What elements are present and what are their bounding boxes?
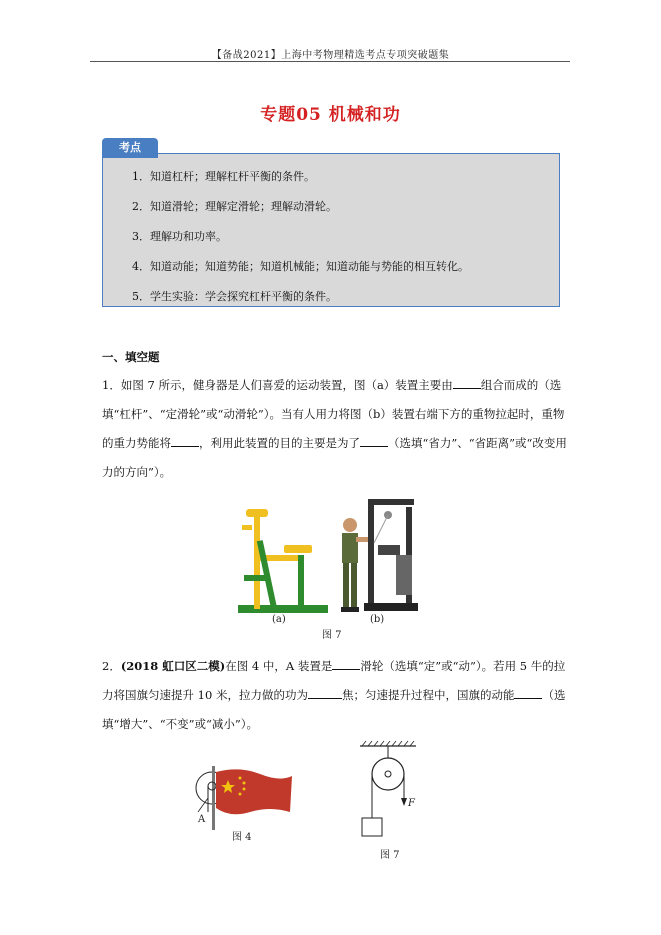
section-heading: 一、填空题 xyxy=(102,350,160,364)
figure-7-force-label: F xyxy=(408,798,415,809)
header-rule xyxy=(90,61,570,62)
figure-b-label: (b) xyxy=(370,614,385,625)
q1-blank-1[interactable] xyxy=(453,378,481,389)
question-2 xyxy=(102,652,570,739)
kaodian-item: 4．知道动能；知道势能；知道机械能；知道动能与势能的相互转化。 xyxy=(132,260,469,273)
figure-7-caption: 图 7 xyxy=(322,630,342,641)
kaodian-item: 1．知道杠杆；理解杠杆平衡的条件。 xyxy=(132,170,315,183)
figure-4-caption: 图 4 xyxy=(232,832,252,843)
q1-blank-2[interactable] xyxy=(171,436,199,447)
page-title: 专题05 机械和功 xyxy=(260,105,401,125)
q2-number: 2． xyxy=(102,659,121,673)
q2-text-b: 滑轮（选填“定”或“动”）。若用 5 牛的拉力将国旗匀速提升 10 米，拉力做的功为 xyxy=(102,659,566,702)
q2-blank-3[interactable] xyxy=(514,688,542,699)
fitness-equipment-figure xyxy=(228,495,428,625)
kaodian-list xyxy=(132,170,469,320)
flag-pulley-figure xyxy=(190,762,300,832)
q2-source: (2018 虹口区二模) xyxy=(120,659,226,673)
q1-text-b: 组合而成的（选填“杠杆”、“定滑轮”或“动滑轮”）。当有人用力将图（b）装置右端下方的重物拉起时，重物的重力势能将 xyxy=(102,378,565,450)
figure-7b-caption: 图 7 xyxy=(380,850,400,861)
q1-text-d: （选填“省力”、“省距离”或“改变用力的方向”）。 xyxy=(102,436,567,479)
q1-text-c: ，利用此装置的目的主要是为了 xyxy=(199,436,360,450)
q2-text-d: （选填“增大”、“不变”或“减小”）。 xyxy=(102,688,566,731)
q2-text-a: 在图 4 中，A 装置是 xyxy=(225,659,333,673)
q1-blank-3[interactable] xyxy=(360,436,388,447)
figure-4-label-a: A xyxy=(198,814,206,825)
q2-text-c: 焦；匀速提升过程中，国旗的动能 xyxy=(341,688,515,702)
kaodian-item: 5．学生实验：学会探究杠杆平衡的条件。 xyxy=(132,290,337,303)
kaodian-tab: 考点 xyxy=(102,138,158,158)
person-illustration xyxy=(341,518,372,612)
kaodian-item: 2．知道滑轮；理解定滑轮；理解动滑轮。 xyxy=(132,200,337,213)
machine-a-illustration xyxy=(238,509,328,613)
q2-blank-2[interactable] xyxy=(308,688,342,699)
machine-b-illustration xyxy=(364,499,418,611)
q1-text-a: 1．如图 7 所示，健身器是人们喜爱的运动装置，图（a）装置主要由 xyxy=(102,378,453,392)
kaodian-item: 3．理解功和功率。 xyxy=(132,230,227,243)
figure-a-label: (a) xyxy=(272,614,286,625)
q2-blank-1[interactable] xyxy=(332,659,360,670)
pulley-weight-figure xyxy=(350,740,430,840)
question-1 xyxy=(102,371,570,487)
page-header: 【备战2021】上海中考物理精选考点专项突破题集 xyxy=(211,50,450,61)
